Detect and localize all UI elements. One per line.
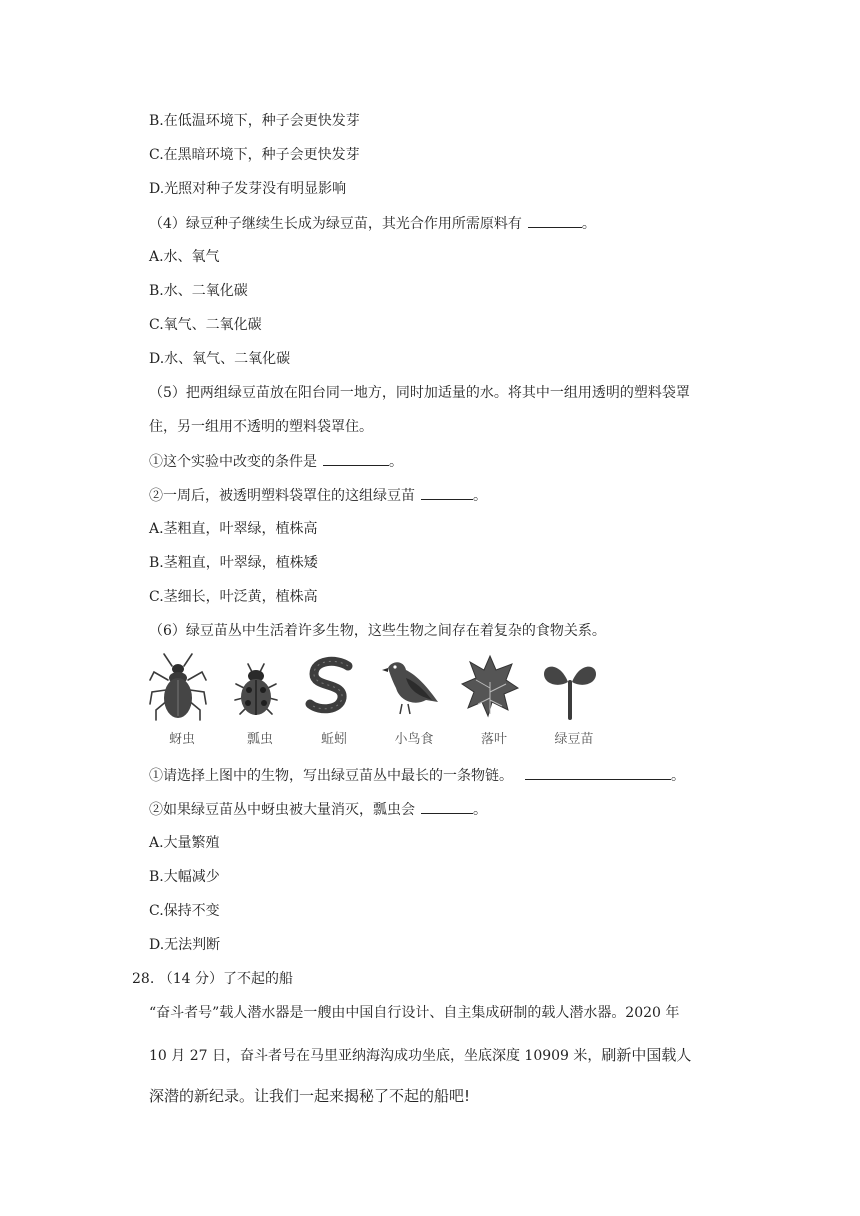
q6-sub1-blank[interactable] — [525, 765, 671, 780]
q3-option-d: D.光照对种子发芽没有明显影响 — [149, 181, 347, 197]
organism-label-fallen-leaf: 落叶 — [480, 732, 507, 747]
q6-sub2-text: ②如果绿豆苗丛中蚜虫被大量消灭，瓢虫会 — [149, 802, 415, 818]
organism-ladybug — [226, 652, 294, 752]
q6-sub1-end: 。 — [671, 768, 685, 784]
q4-answer-blank[interactable] — [528, 213, 582, 228]
q28-para-line2a: 10 月 27 日，奋斗者号在马里亚纳海沟成功坐底，坐底深度 10909 米， — [149, 1048, 602, 1064]
q4-option-b: B.水、二氧化碳 — [149, 283, 248, 299]
q6-sub1 — [149, 765, 685, 786]
aphid-icon — [148, 652, 208, 724]
q5-sub1 — [149, 451, 403, 472]
organism-seedling — [540, 652, 608, 752]
q6-sub1-text: ①请选择上图中的生物，写出绿豆苗丛中最长的一条物链。 — [149, 768, 513, 784]
q28-para-line2 — [149, 1045, 691, 1066]
q6-option-d: D.无法判断 — [149, 937, 221, 953]
q4-stem — [149, 213, 596, 234]
q6-sub2 — [149, 799, 487, 820]
q5-stem-line1: （5）把两组绿豆苗放在阳台同一地方，同时加适量的水。将其中一组用透明的塑料袋罩 — [149, 385, 690, 401]
fallen-leaf-icon — [460, 652, 520, 724]
organism-label-ladybug: 瓢虫 — [246, 732, 273, 747]
seedling-icon — [540, 652, 600, 724]
q4-stem-end: 。 — [581, 216, 596, 232]
organism-label-seedling: 绿豆苗 — [554, 732, 594, 747]
ladybug-icon — [226, 652, 286, 724]
q4-stem-text: （4）绿豆种子继续生长成为绿豆苗，其光合作用所需原料有 — [149, 216, 522, 232]
q5-option-c: C.茎细长，叶泛黄，植株高 — [149, 589, 318, 605]
organism-bird — [380, 652, 448, 752]
food-chain-figure — [148, 652, 618, 752]
q6-option-b: B.大幅减少 — [149, 869, 220, 885]
bird-icon — [380, 652, 444, 724]
q5-sub1-blank[interactable] — [323, 451, 389, 466]
q28-para-line1: “奋斗者号”载人潜水器是一艘由中国自行设计、自主集成研制的载人潜水器。2020 年 — [149, 1005, 680, 1021]
q5-sub2 — [149, 485, 487, 506]
q6-sub2-end: 。 — [473, 802, 487, 818]
q4-option-c: C.氧气、二氧化碳 — [149, 317, 262, 333]
earthworm-icon — [300, 652, 360, 724]
q6-sub2-blank[interactable] — [421, 799, 473, 814]
q5-sub2-blank[interactable] — [421, 485, 473, 500]
organism-aphid — [148, 652, 216, 752]
q4-option-d: D.水、氧气、二氧化碳 — [149, 351, 291, 367]
q3-option-c: C.在黑暗环境下，种子会更快发芽 — [149, 147, 360, 163]
q5-sub2-end: 。 — [473, 488, 487, 504]
q28-heading: 28. （14 分）了不起的船 — [132, 971, 293, 987]
q5-sub1-text: ①这个实验中改变的条件是 — [149, 454, 317, 470]
organism-label-aphid: 蚜虫 — [168, 732, 195, 747]
q5-stem-line2: 住，另一组用不透明的塑料袋罩住。 — [149, 419, 373, 435]
q5-sub2-text: ②一周后，被透明塑料袋罩住的这组绿豆苗 — [149, 488, 415, 504]
q6-option-c: C.保持不变 — [149, 903, 220, 919]
organism-label-earthworm: 蚯蚓 — [320, 732, 347, 747]
q5-sub1-end: 。 — [389, 454, 403, 470]
q6-option-a: A.大量繁殖 — [149, 835, 220, 851]
q28-para-line2b: 刷新中国载人 — [601, 1046, 692, 1064]
organism-earthworm — [300, 652, 368, 752]
organism-label-bird: 小鸟食 — [394, 732, 434, 747]
organism-fallen-leaf — [460, 652, 528, 752]
q5-option-a: A.茎粗直，叶翠绿，植株高 — [149, 521, 318, 537]
q3-option-b: B.在低温环境下，种子会更快发芽 — [149, 113, 360, 129]
q28-para-line3: 深潜的新纪录。让我们一起来揭秘了不起的船吧! — [149, 1087, 471, 1105]
q6-stem: （6）绿豆苗丛中生活着许多生物，这些生物之间存在着复杂的食物关系。 — [149, 623, 606, 639]
q5-option-b: B.茎粗直，叶翠绿，植株矮 — [149, 555, 318, 571]
q4-option-a: A.水、氧气 — [149, 249, 220, 265]
